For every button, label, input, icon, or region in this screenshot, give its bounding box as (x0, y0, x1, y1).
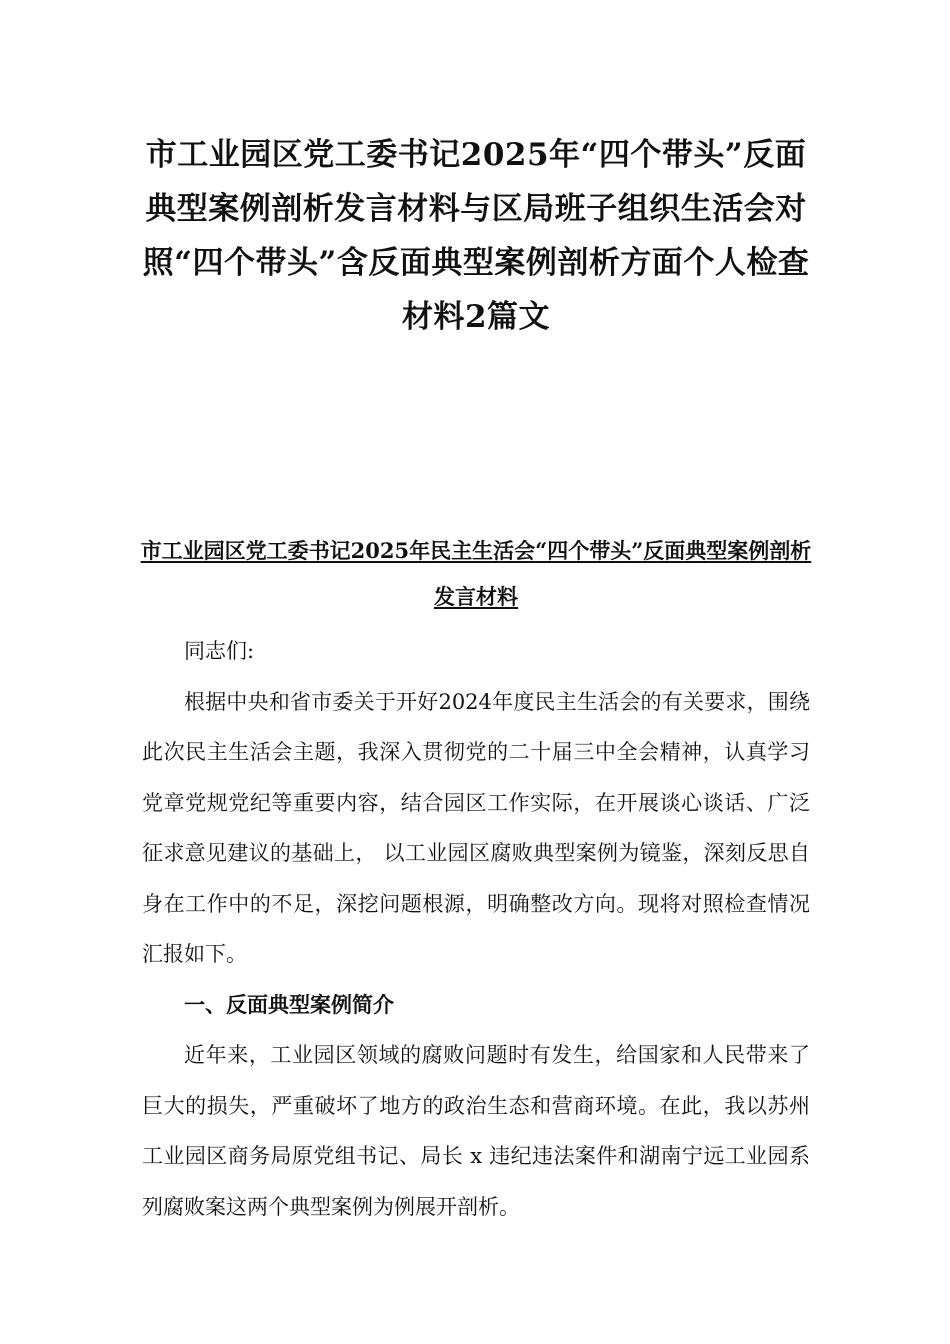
section-heading: 一、反面典型案例简介 (184, 991, 394, 1017)
section-title: 市工业园区党工委书记2025年民主生活会“四个带头”反面典型案例剖析发言材料 (140, 538, 812, 609)
document-body (142, 626, 810, 1232)
salutation-paragraph: 同志们: (184, 639, 255, 663)
case-summary-paragraph: 近年来，工业园区领域的腐败问题时有发生，给国家和人民带来了巨大的损失，严重破坏了地方的政治生态和营商环境。在此，我以苏州工业园区商务局原党组书记、局长 x 违纪违法案件和湖南宁远工业园系列腐败案这两个典型案例为例展开剖析。 (142, 1043, 810, 1219)
intro-paragraph: 根据中央和省市委关于开好2024年度民主生活会的有关要求，围绕此次民主生活会主题，我深入贯彻党的二十届三中全会精神，认真学习党章党规党纪等重要内容，结合园区工作实际，在开展谈心谈话、广泛征求意见建议的基础上， 以工业园区腐败典型案例为镜鉴，深刻反思自身在工作中的不足，深挖问题根源，明确整改方向。现将对照检查情况汇报如下。 (142, 689, 810, 966)
document-main-title: 市工业园区党工委书记2025年“四个带头”反面典型案例剖析发言材料与区局班子组织生活会对照“四个带头”含反面典型案例剖析方面个人检查材料2篇文 (142, 137, 810, 335)
